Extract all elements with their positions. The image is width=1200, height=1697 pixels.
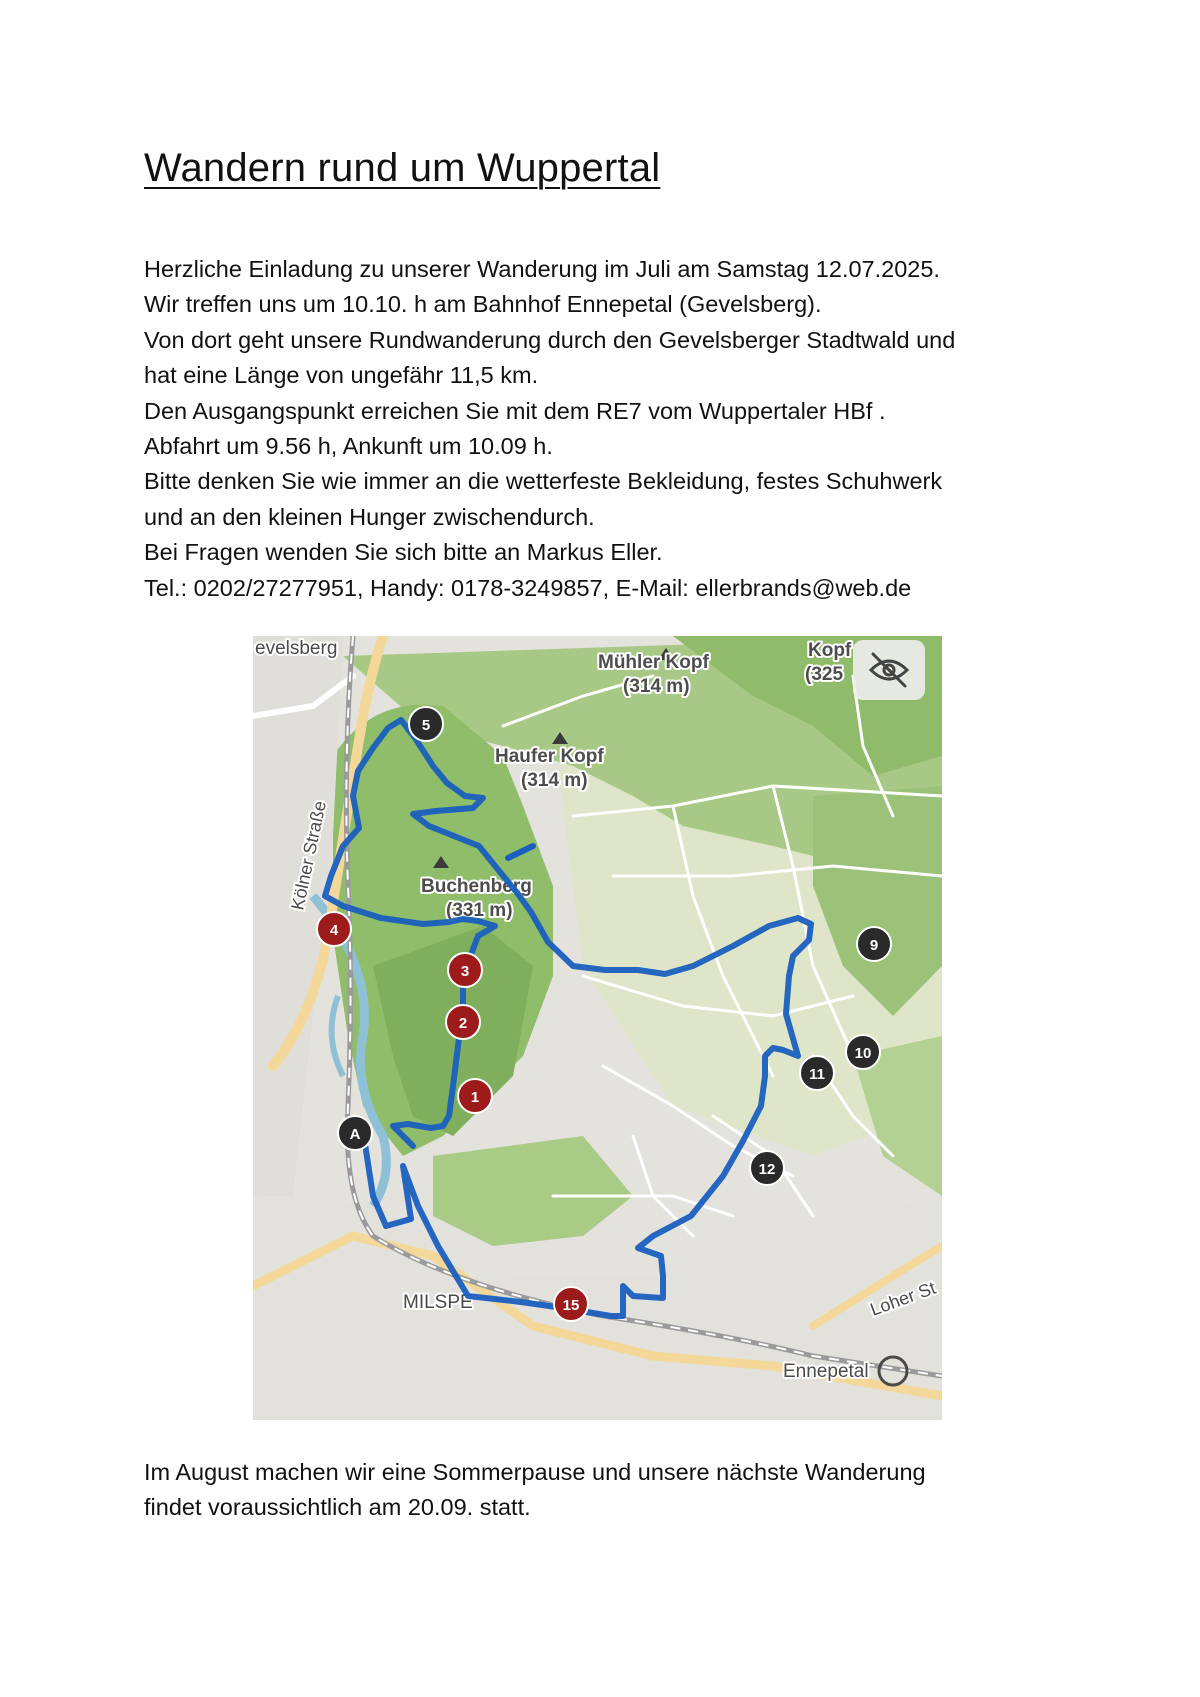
page-title: Wandern rund um Wuppertal: [144, 146, 661, 190]
marker-label: 5: [421, 717, 431, 734]
outro-line: Im August machen wir eine Sommerpause und unsere nächste Wanderung: [144, 1459, 926, 1485]
route-marker-12[interactable]: [750, 1151, 784, 1185]
marker-label: 4: [329, 922, 339, 939]
marker-label: 11: [809, 1066, 825, 1083]
intro-line: Bitte denken Sie wie immer an die wetterfeste Bekleidung, festes Schuhwerk: [144, 468, 943, 495]
route-marker-1[interactable]: [458, 1079, 492, 1113]
intro-line: Herzliche Einladung zu unserer Wanderung im Juli am Samstag 12.07.2025.: [144, 256, 940, 282]
outro-line: findet voraussichtlich am 20.09. statt.: [144, 1494, 531, 1521]
peak-elevation: (314 m): [623, 676, 690, 697]
marker-label: 12: [758, 1161, 776, 1178]
marker-label: A: [349, 1126, 361, 1143]
marker-label: 3: [460, 963, 470, 980]
route-marker-4[interactable]: [317, 912, 351, 946]
route-map-canvas: [253, 636, 942, 1420]
intro-line: und an den kleinen Hunger zwischendurch.: [144, 503, 595, 530]
place-label-milspe: MILSPE: [403, 1292, 473, 1313]
route-marker-11[interactable]: [800, 1056, 834, 1090]
marker-label: 15: [562, 1297, 580, 1314]
route-marker-5[interactable]: [409, 707, 443, 741]
route-marker-3[interactable]: [448, 953, 482, 987]
peak-elevation: (325: [805, 664, 844, 685]
intro-line: hat eine Länge von ungefähr 11,5 km.: [144, 362, 539, 389]
peak-name: Buchenberg: [421, 876, 532, 897]
intro-paragraph: [144, 252, 1104, 606]
place-label-gevelsberg: evelsberg: [255, 638, 338, 659]
peak-name: Kopf: [808, 640, 852, 661]
outro-paragraph: [144, 1455, 1104, 1526]
road-label-loher: Loher St: [867, 1277, 939, 1320]
intro-line: Bei Fragen wenden Sie sich bitte an Markus Eller.: [144, 539, 663, 566]
intro-line: Von dort geht unsere Rundwanderung durch den Gevelsberger Stadtwald und: [144, 326, 956, 353]
intro-line: Abfahrt um 9.56 h, Ankunft um 10.09 h.: [144, 433, 553, 460]
route-marker-9[interactable]: [857, 927, 891, 961]
peak-elevation: (314 m): [521, 770, 588, 791]
marker-label: 10: [854, 1045, 872, 1062]
road-label-koelner-strasse: Kölner Straße: [287, 799, 331, 912]
peak-name: Haufer Kopf: [495, 746, 604, 767]
marker-label: 2: [458, 1015, 468, 1032]
place-label-ennepetal: Ennepetal: [783, 1361, 869, 1382]
route-map: [253, 636, 942, 1420]
hide-overlay-button[interactable]: [853, 640, 925, 700]
peak-elevation: (331 m): [446, 900, 513, 921]
route-marker-15[interactable]: [554, 1287, 588, 1321]
route-marker-10[interactable]: [846, 1035, 880, 1069]
peak-name: Mühler Kopf: [598, 652, 709, 673]
intro-line: Wir treffen uns um 10.10. h am Bahnhof Ennepetal (Gevelsberg).: [144, 291, 822, 318]
intro-line: Den Ausgangspunkt erreichen Sie mit dem RE7 vom Wuppertaler HBf .: [144, 397, 886, 424]
route-marker-start[interactable]: [338, 1116, 372, 1150]
contact-line: Tel.: 0202/27277951, Handy: 0178-3249857, E-Mail: ellerbrands@web.de: [144, 574, 912, 601]
route-marker-2[interactable]: [446, 1005, 480, 1039]
marker-label: 9: [869, 937, 879, 954]
marker-label: 1: [470, 1089, 480, 1106]
